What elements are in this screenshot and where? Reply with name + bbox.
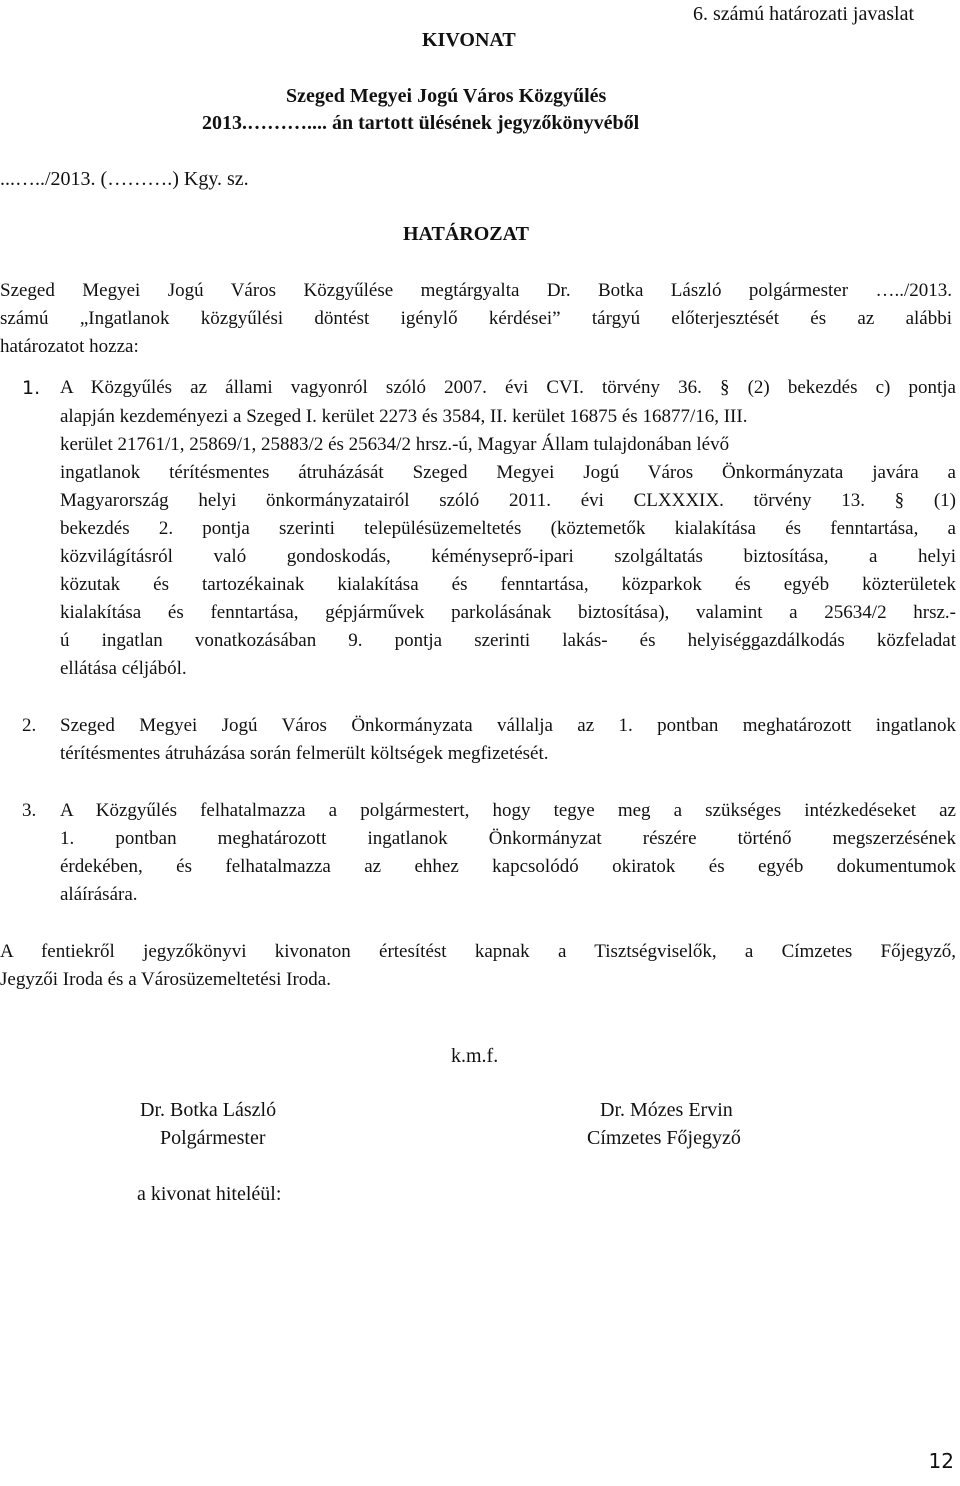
item-1-line-5: Magyarország helyi önkormányzatairól szóló 2011. évi CLXXXIX. törvény 13. § (1): [60, 490, 956, 511]
intro-line-2: számú „Ingatlanok közgyűlési döntést igénylő kérdései” tárgyú előterjesztését és az alábbi: [0, 308, 952, 329]
item-1-line-7: közvilágításról való gondoskodás, kéményseprő-ipari szolgáltatás biztosítása, a helyi: [60, 546, 956, 567]
item-2-line-1: Szeged Megyei Jogú Város Önkormányzata vállalja az 1. pontban meghatározott ingatlanok: [60, 715, 956, 736]
item-1-line-3: kerület 21761/1, 25869/1, 25883/2 és 25634/2 hrsz.-ú, Magyar Állam tulajdonában lévő: [60, 434, 730, 455]
left-signatory-title: Polgármester: [160, 1127, 266, 1149]
meeting-line: 2013.……….... án tartott ülésének jegyzőkönyvéből: [202, 112, 640, 134]
certification-line: a kivonat hiteléül:: [137, 1183, 282, 1205]
item-1-line-11: ellátása céljából.: [60, 658, 187, 679]
document-title: HATÁROZAT: [403, 223, 529, 245]
right-signatory-title: Címzetes Főjegyző: [587, 1127, 741, 1149]
page-number: 12: [928, 1449, 954, 1473]
item-1-line-1: A Közgyűlés az állami vagyonról szóló 2007. évi CVI. törvény 36. § (2) bekezdés c) pontja: [60, 377, 956, 398]
item-1-line-4: ingatlanok térítésmentes átruházását Szeged Megyei Jogú Város Önkormányzata javára a: [60, 462, 956, 483]
item-3-line-3: érdekében, és felhatalmazza az ehhez kapcsolódó okiratok és egyéb dokumentumok: [60, 856, 956, 877]
item-2-line-2: térítésmentes átruházása során felmerült költségek megfizetését.: [60, 743, 549, 764]
right-signatory-name: Dr. Mózes Ervin: [600, 1099, 733, 1121]
item-1-line-10: ú ingatlan vonatkozásában 9. pontja szerinti lakás- és helyiséggazdálkodás közfeladat: [60, 630, 956, 651]
intro-line-1: Szeged Megyei Jogú Város Közgyűlése megtárgyalta Dr. Botka László polgármester …../2013.: [0, 280, 952, 301]
left-signatory-name: Dr. Botka László: [140, 1099, 277, 1121]
decision-number: ...…../2013. (……….) Kgy. sz.: [0, 168, 249, 190]
notice-line-2: Jegyzői Iroda és a Városüzemeltetési Iroda.: [0, 969, 331, 990]
item-3-line-1: A Közgyűlés felhatalmazza a polgármestert, hogy tegye meg a szükséges intézkedéseket az: [60, 800, 956, 821]
item-3-line-4: aláírására.: [60, 884, 138, 905]
item-3-line-2: 1. pontban meghatározott ingatlanok Önkormányzat részére történő megszerzésének: [60, 828, 956, 849]
item-3-number: 3.: [22, 800, 37, 821]
item-1-line-8: közutak és tartozékainak kialakítása és fenntartása, közparkok és egyéb közterületek: [60, 574, 956, 595]
kmf: k.m.f.: [451, 1045, 499, 1067]
item-1-line-2: alapján kezdeményezi a Szeged I. kerület 2273 és 3584, II. kerület 16875 és 16877/16, III.: [60, 406, 748, 427]
item-1-line-9: kialakítása és fenntartása, gépjárművek parkolásának biztosítása), valamint a 25634/2 hrsz.-: [60, 602, 956, 623]
item-1-line-6: bekezdés 2. pontja szerinti településüzemeltetés (köztemetők kialakítása és fenntartása, a: [60, 518, 956, 539]
proposal-label: 6. számú határozati javaslat: [693, 3, 915, 25]
item-1-number: 1.: [22, 377, 41, 399]
kivonat-heading: KIVONAT: [422, 29, 516, 51]
notice-line-1: A fentiekről jegyzőkönyvi kivonaton értesítést kapnak a Tisztségviselők, a Címzetes Főjegyző,: [0, 941, 956, 962]
intro-line-3: határozatot hozza:: [0, 336, 139, 357]
item-2-number: 2.: [22, 715, 37, 736]
assembly-name: Szeged Megyei Jogú Város Közgyűlés: [286, 85, 607, 107]
